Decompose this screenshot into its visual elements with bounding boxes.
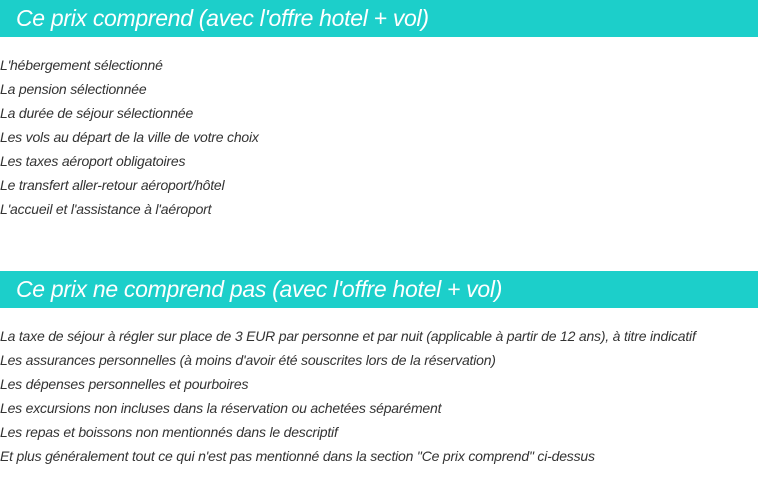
list-item: La taxe de séjour à régler sur place de 3 EUR par personne et par nuit (applicable à partir de 12 ans), à titre indicatif <box>0 328 696 344</box>
list-item: Les repas et boissons non mentionnés dans le descriptif <box>0 424 338 440</box>
list-item: Les dépenses personnelles et pourboires <box>0 376 249 392</box>
list-item: Les excursions non incluses dans la réservation ou achetées séparément <box>0 400 442 416</box>
list-item: La durée de séjour sélectionnée <box>0 105 194 121</box>
price-excludes-header <box>0 271 758 308</box>
price-excludes-title: Ce prix ne comprend pas (avec l'offre hotel + vol) <box>16 276 503 302</box>
list-item: Les vols au départ de la ville de votre choix <box>0 129 259 145</box>
list-item: L'hébergement sélectionné <box>0 57 163 73</box>
list-item: L'accueil et l'assistance à l'aéroport <box>0 201 212 217</box>
list-item: Le transfert aller-retour aéroport/hôtel <box>0 177 225 193</box>
list-item: Et plus généralement tout ce qui n'est pas mentionné dans la section "Ce prix comprend" ci-dessus <box>0 448 595 464</box>
list-item: Les assurances personnelles (à moins d'avoir été souscrites lors de la réservation) <box>0 352 496 368</box>
price-includes-title: Ce prix comprend (avec l'offre hotel + vol) <box>16 5 429 31</box>
price-includes-header <box>0 0 758 37</box>
price-excludes-list <box>0 324 696 468</box>
price-includes-list <box>0 53 259 221</box>
list-item: La pension sélectionnée <box>0 81 147 97</box>
list-item: Les taxes aéroport obligatoires <box>0 153 186 169</box>
